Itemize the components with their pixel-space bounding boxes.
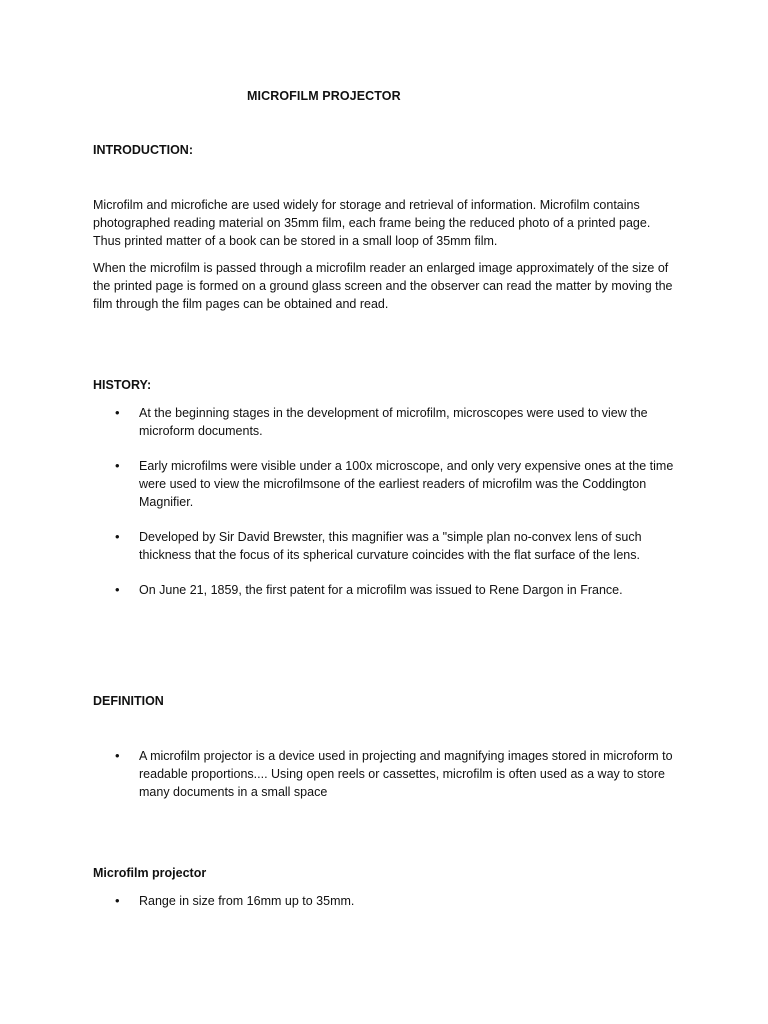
bullet-icon: • xyxy=(115,405,120,420)
bullet-icon: • xyxy=(115,529,120,544)
projector-bullet-item xyxy=(93,892,688,910)
introduction-paragraph-2: When the microfilm is passed through a microfilm reader an enlarged image approximately of the size of the printed page is formed on a ground glass screen and the observer can read the matter by moving the film through the film pages can be obtained and read. xyxy=(93,261,673,311)
introduction-paragraph-1: Microfilm and microfiche are used widely for storage and retrieval of information. Microfilm contains photographed reading material on 35mm film, each frame being the reduced photo of a printed page. Thus printed matter of a book can be stored in a small loop of 35mm film. xyxy=(93,198,651,248)
bullet-icon: • xyxy=(115,582,120,597)
bullet-text: On June 21, 1859, the first patent for a microfilm was issued to Rene Dargon in France. xyxy=(139,583,623,597)
bullet-text: At the beginning stages in the development of microfilm, microscopes were used to view the microform documents. xyxy=(139,406,648,438)
definition-bullet-list xyxy=(93,747,688,818)
bullet-text: Range in size from 16mm up to 35mm. xyxy=(139,894,355,908)
bullet-icon: • xyxy=(115,893,120,908)
projector-heading: Microfilm projector xyxy=(93,866,207,880)
projector-bullet-list xyxy=(93,892,688,927)
definition-heading: DEFINITION xyxy=(93,694,164,708)
history-bullet-list xyxy=(93,404,688,616)
bullet-text: Early microfilms were visible under a 100x microscope, and only very expensive ones at the time were used to view the microfilmsone of the earliest readers of microfilm was the Coddington Magnifier. xyxy=(139,459,674,509)
history-bullet-item xyxy=(93,404,688,440)
bullet-icon: • xyxy=(115,458,120,473)
history-heading: HISTORY: xyxy=(93,378,152,392)
bullet-text: Developed by Sir David Brewster, this magnifier was a "simple plan no-convex lens of such thickness that the focus of its spherical curvature coincides with the flat surface of the lens. xyxy=(139,530,642,562)
document-title: MICROFILM PROJECTOR xyxy=(247,89,401,103)
introduction-heading: INTRODUCTION: xyxy=(93,143,193,157)
history-bullet-item xyxy=(93,457,688,511)
definition-bullet-item xyxy=(93,747,688,801)
history-bullet-item xyxy=(93,528,688,564)
bullet-text: A microfilm projector is a device used in projecting and magnifying images stored in microform to readable proportions.... Using open reels or cassettes, microfilm is often used as a way to store many documents in a small space xyxy=(139,749,673,799)
history-bullet-item xyxy=(93,581,688,599)
bullet-icon: • xyxy=(115,748,120,763)
